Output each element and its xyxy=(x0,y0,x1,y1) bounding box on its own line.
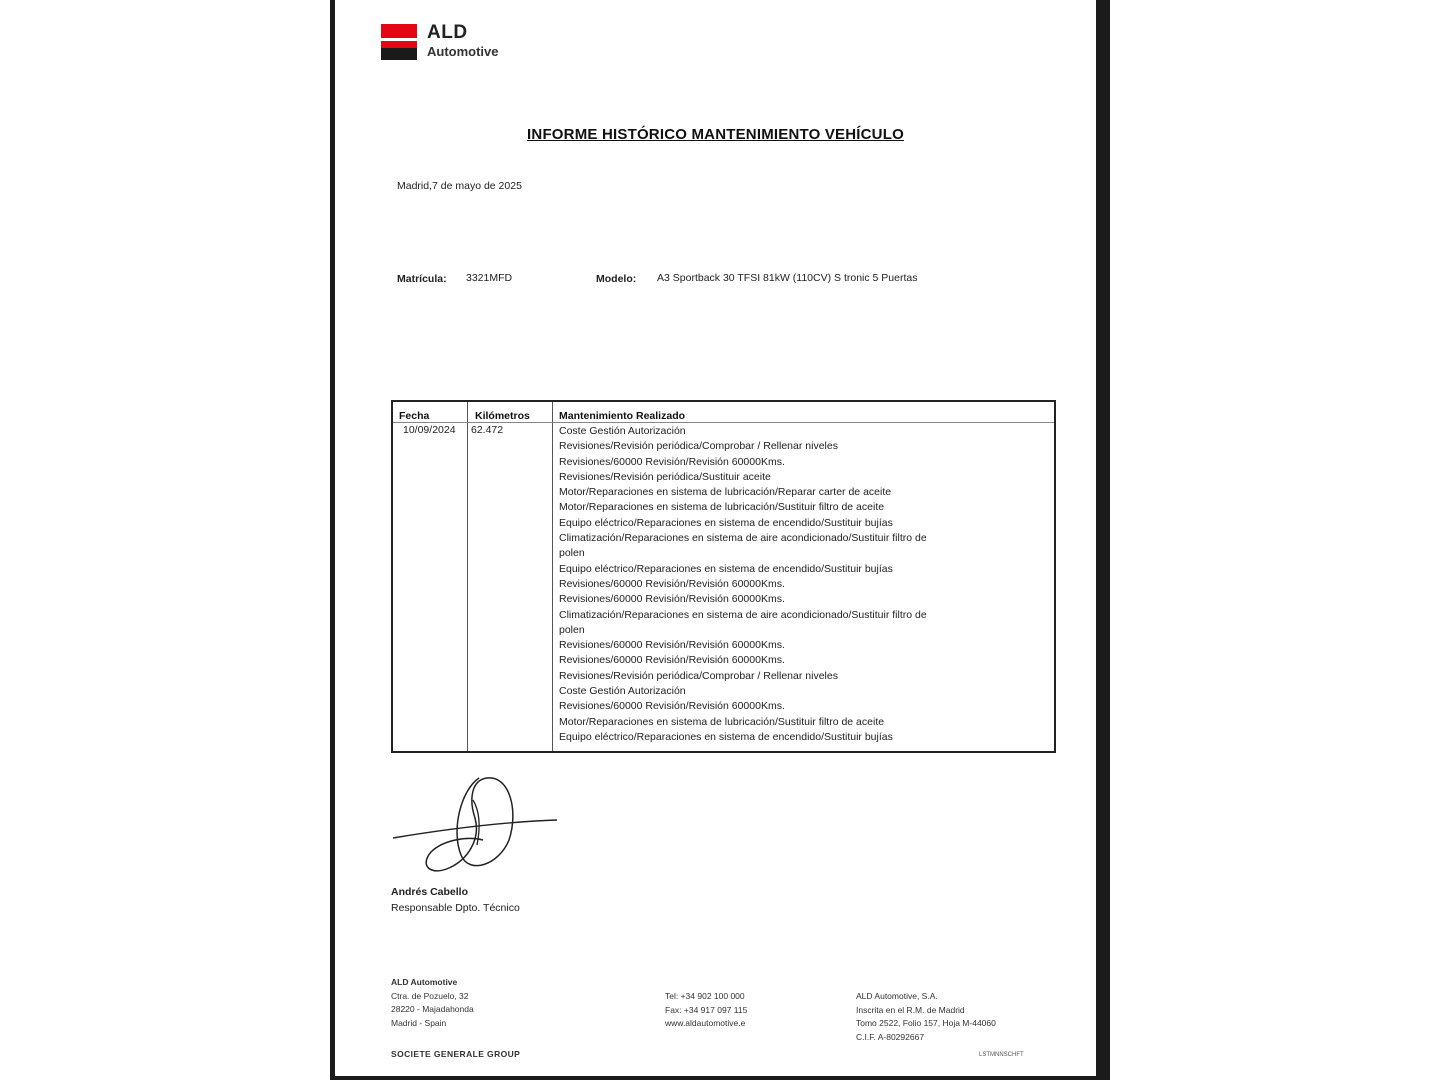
document-page xyxy=(330,0,1110,1080)
footer-contact-block xyxy=(665,990,747,1031)
maintenance-item: polen xyxy=(559,623,585,636)
brand-name: ALD xyxy=(427,22,468,43)
signatory-role: Responsable Dpto. Técnico xyxy=(391,902,520,914)
signature xyxy=(391,770,561,880)
row-km: 62.472 xyxy=(471,424,504,436)
maintenance-item: Motor/Reparaciones en sistema de lubricación/Reparar carter de aceite xyxy=(559,486,892,499)
ald-logo-mark xyxy=(381,24,417,60)
signatory-name: Andrés Cabello xyxy=(391,886,469,898)
maintenance-item: Motor/Reparaciones en sistema de lubricación/Sustituir filtro de aceite xyxy=(559,501,885,514)
header-divider xyxy=(393,422,1054,423)
footer-group: SOCIETE GENERALE GROUP xyxy=(391,1049,521,1059)
model-label: Modelo: xyxy=(596,273,637,285)
footer-address-block xyxy=(391,976,474,1030)
column-divider xyxy=(467,402,468,751)
footer-web[interactable]: www.aldautomotive.e xyxy=(665,1018,746,1028)
row-date: 10/09/2024 xyxy=(403,424,456,436)
maintenance-item: Revisiones/60000 Revisión/Revisión 60000Kms. xyxy=(559,455,785,468)
maintenance-items xyxy=(559,424,969,745)
footer-company: ALD Automotive xyxy=(391,977,458,987)
plate-label: Matrícula: xyxy=(397,273,447,285)
maintenance-item: Equipo eléctrico/Reparaciones en sistema de encendido/Sustituir bujías xyxy=(559,730,893,743)
footer-legal-2: Inscrita en el R.M. de Madrid xyxy=(856,1004,965,1015)
maintenance-item: polen xyxy=(559,547,585,560)
maintenance-table xyxy=(391,400,1056,753)
maintenance-item: Revisiones/Revisión periódica/Sustituir aceite xyxy=(559,470,771,483)
maintenance-item: Revisiones/60000 Revisión/Revisión 60000Kms. xyxy=(559,593,785,606)
maintenance-item: Motor/Reparaciones en sistema de lubricación/Sustituir filtro de aceite xyxy=(559,715,885,728)
maintenance-item: Coste Gestión Autorización xyxy=(559,685,686,698)
header-maintenance: Mantenimiento Realizado xyxy=(559,410,686,422)
footer-address-2: 28220 - Majadahonda xyxy=(391,1004,474,1014)
header-date: Fecha xyxy=(399,410,430,422)
model-value: A3 Sportback 30 TFSI 81kW (110CV) S tronic 5 Puertas xyxy=(657,272,918,284)
maintenance-item: Revisiones/Revisión periódica/Comprobar / Rellenar niveles xyxy=(559,669,838,682)
footer-address-3: Madrid - Spain xyxy=(391,1017,447,1028)
document-title: INFORME HISTÓRICO MANTENIMIENTO VEHÍCULO xyxy=(527,126,904,143)
maintenance-item: Climatización/Reparaciones en sistema de aire acondicionado/Sustituir filtro de xyxy=(559,532,927,545)
footer-doc-code: LSTMNNSCHFT xyxy=(979,1052,1024,1058)
plate-value: 3321MFD xyxy=(466,272,513,284)
footer-phone: Tel: +34 902 100 000 xyxy=(665,991,745,1001)
footer-legal-4: C.I.F. A-80292667 xyxy=(856,1031,925,1042)
maintenance-item: Revisiones/Revisión periódica/Comprobar / Rellenar niveles xyxy=(559,440,838,453)
footer-legal-block xyxy=(856,990,996,1044)
footer-legal-1: ALD Automotive, S.A. xyxy=(856,991,938,1001)
maintenance-item: Revisiones/60000 Revisión/Revisión 60000Kms. xyxy=(559,639,785,652)
footer-legal-3: Tomo 2522, Folio 157, Hoja M-44060 xyxy=(856,1018,996,1028)
maintenance-item: Climatización/Reparaciones en sistema de aire acondicionado/Sustituir filtro de xyxy=(559,608,927,621)
maintenance-item: Equipo eléctrico/Reparaciones en sistema de encendido/Sustituir bujías xyxy=(559,516,893,529)
maintenance-item: Revisiones/60000 Revisión/Revisión 60000Kms. xyxy=(559,700,785,713)
maintenance-item: Revisiones/60000 Revisión/Revisión 60000Kms. xyxy=(559,654,785,667)
date-line: Madrid,7 de mayo de 2025 xyxy=(397,180,522,192)
header-km: Kilómetros xyxy=(475,410,530,422)
brand-subtitle: Automotive xyxy=(427,44,499,59)
maintenance-item: Coste Gestión Autorización xyxy=(559,425,686,437)
maintenance-item: Revisiones/60000 Revisión/Revisión 60000Kms. xyxy=(559,577,785,590)
maintenance-item: Equipo eléctrico/Reparaciones en sistema de encendido/Sustituir bujías xyxy=(559,562,893,575)
footer-fax: Fax: +34 917 097 115 xyxy=(665,1004,748,1015)
footer-address-1: Ctra. de Pozuelo, 32 xyxy=(391,990,469,1001)
column-divider xyxy=(552,402,553,751)
